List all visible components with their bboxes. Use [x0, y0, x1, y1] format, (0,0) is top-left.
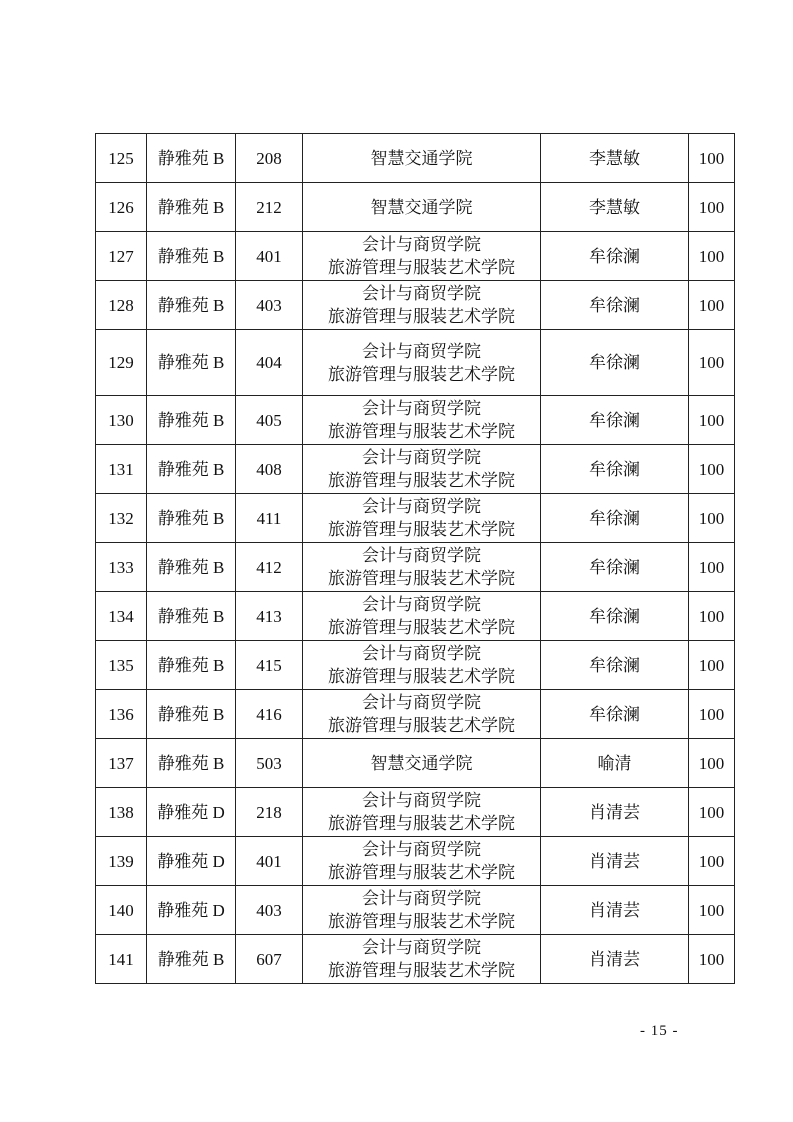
- college-cell: [303, 281, 541, 330]
- college-name: 旅游管理与服装艺术学院: [328, 814, 515, 833]
- college-name: 会计与商贸学院: [362, 546, 481, 565]
- table-row: [96, 445, 735, 494]
- teacher-cell: 肖清芸: [541, 935, 689, 984]
- college-name: 旅游管理与服装艺术学院: [328, 422, 515, 441]
- college-name: 会计与商贸学院: [362, 889, 481, 908]
- college-name: 旅游管理与服装艺术学院: [328, 520, 515, 539]
- table-row: [96, 592, 735, 641]
- college-name: 旅游管理与服装艺术学院: [328, 618, 515, 637]
- college-name: 会计与商贸学院: [362, 284, 481, 303]
- room-number-cell: 403: [236, 886, 303, 935]
- building-cell: 静雅苑 B: [147, 935, 236, 984]
- row-number-cell: 129: [96, 330, 147, 396]
- building-cell: 静雅苑 B: [147, 494, 236, 543]
- row-number-cell: 133: [96, 543, 147, 592]
- building-cell: 静雅苑 B: [147, 543, 236, 592]
- college-name: 会计与商贸学院: [362, 235, 481, 254]
- page-number: - 15 -: [640, 1023, 679, 1039]
- score-cell: 100: [689, 330, 735, 396]
- college-name: 会计与商贸学院: [362, 644, 481, 663]
- college-cell: [303, 690, 541, 739]
- teacher-cell: 牟徐澜: [541, 396, 689, 445]
- table-row: [96, 739, 735, 788]
- row-number-cell: 125: [96, 134, 147, 183]
- building-cell: 静雅苑 B: [147, 396, 236, 445]
- room-number-cell: 415: [236, 641, 303, 690]
- room-number-cell: 403: [236, 281, 303, 330]
- room-number-cell: 404: [236, 330, 303, 396]
- college-name: 旅游管理与服装艺术学院: [328, 569, 515, 588]
- college-cell: [303, 445, 541, 494]
- room-number-cell: 208: [236, 134, 303, 183]
- score-cell: 100: [689, 134, 735, 183]
- teacher-cell: 牟徐澜: [541, 494, 689, 543]
- college-cell: [303, 837, 541, 886]
- college-cell: [303, 232, 541, 281]
- row-number-cell: 130: [96, 396, 147, 445]
- building-cell: 静雅苑 B: [147, 592, 236, 641]
- building-cell: 静雅苑 D: [147, 837, 236, 886]
- score-cell: 100: [689, 281, 735, 330]
- college-cell: [303, 739, 541, 788]
- college-name: 会计与商贸学院: [362, 497, 481, 516]
- college-cell: [303, 886, 541, 935]
- table-row: [96, 330, 735, 396]
- table-row: [96, 837, 735, 886]
- row-number-cell: 127: [96, 232, 147, 281]
- score-cell: 100: [689, 739, 735, 788]
- teacher-cell: 喻清: [541, 739, 689, 788]
- college-name: 会计与商贸学院: [362, 341, 481, 361]
- teacher-cell: 肖清芸: [541, 886, 689, 935]
- college-name: 旅游管理与服装艺术学院: [328, 912, 515, 931]
- teacher-cell: 牟徐澜: [541, 592, 689, 641]
- table-row: [96, 183, 735, 232]
- score-cell: 100: [689, 641, 735, 690]
- college-name: 智慧交通学院: [370, 753, 473, 773]
- college-name: 旅游管理与服装艺术学院: [328, 863, 515, 882]
- teacher-cell: 李慧敏: [541, 134, 689, 183]
- building-cell: 静雅苑 B: [147, 330, 236, 396]
- room-number-cell: 401: [236, 837, 303, 886]
- college-name: 会计与商贸学院: [362, 938, 481, 957]
- college-name: 会计与商贸学院: [362, 595, 481, 614]
- score-cell: 100: [689, 837, 735, 886]
- room-number-cell: 408: [236, 445, 303, 494]
- table-row: [96, 494, 735, 543]
- building-cell: 静雅苑 B: [147, 281, 236, 330]
- score-cell: 100: [689, 232, 735, 281]
- room-number-cell: 412: [236, 543, 303, 592]
- college-name: 智慧交通学院: [370, 148, 473, 168]
- college-cell: [303, 494, 541, 543]
- room-number-cell: 405: [236, 396, 303, 445]
- building-cell: 静雅苑 B: [147, 183, 236, 232]
- room-number-cell: 413: [236, 592, 303, 641]
- row-number-cell: 141: [96, 935, 147, 984]
- row-number-cell: 140: [96, 886, 147, 935]
- college-name: 会计与商贸学院: [362, 693, 481, 712]
- score-cell: 100: [689, 494, 735, 543]
- table-row: [96, 641, 735, 690]
- room-number-cell: 607: [236, 935, 303, 984]
- teacher-cell: 牟徐澜: [541, 330, 689, 396]
- table-body: [96, 134, 735, 984]
- building-cell: 静雅苑 B: [147, 690, 236, 739]
- college-name: 旅游管理与服装艺术学院: [328, 258, 515, 277]
- college-name: 会计与商贸学院: [362, 840, 481, 859]
- table-row: [96, 788, 735, 837]
- table-row: [96, 396, 735, 445]
- room-number-cell: 416: [236, 690, 303, 739]
- college-name: 旅游管理与服装艺术学院: [328, 667, 515, 686]
- building-cell: 静雅苑 B: [147, 232, 236, 281]
- teacher-cell: 肖清芸: [541, 788, 689, 837]
- college-cell: [303, 396, 541, 445]
- row-number-cell: 131: [96, 445, 147, 494]
- room-number-cell: 503: [236, 739, 303, 788]
- room-number-cell: 401: [236, 232, 303, 281]
- row-number-cell: 138: [96, 788, 147, 837]
- college-cell: [303, 641, 541, 690]
- room-number-cell: 218: [236, 788, 303, 837]
- row-number-cell: 137: [96, 739, 147, 788]
- score-cell: 100: [689, 690, 735, 739]
- table-row: [96, 886, 735, 935]
- building-cell: 静雅苑 D: [147, 886, 236, 935]
- row-number-cell: 134: [96, 592, 147, 641]
- building-cell: 静雅苑 B: [147, 134, 236, 183]
- room-number-cell: 411: [236, 494, 303, 543]
- college-name: 旅游管理与服装艺术学院: [328, 364, 515, 384]
- row-number-cell: 132: [96, 494, 147, 543]
- score-cell: 100: [689, 183, 735, 232]
- score-cell: 100: [689, 543, 735, 592]
- teacher-cell: 牟徐澜: [541, 232, 689, 281]
- table-row: [96, 935, 735, 984]
- college-name: 旅游管理与服装艺术学院: [328, 961, 515, 980]
- table-row: [96, 281, 735, 330]
- teacher-cell: 牟徐澜: [541, 641, 689, 690]
- college-name: 旅游管理与服装艺术学院: [328, 716, 515, 735]
- building-cell: 静雅苑 D: [147, 788, 236, 837]
- teacher-cell: 李慧敏: [541, 183, 689, 232]
- building-cell: 静雅苑 B: [147, 641, 236, 690]
- room-number-cell: 212: [236, 183, 303, 232]
- college-cell: [303, 543, 541, 592]
- score-cell: 100: [689, 445, 735, 494]
- college-cell: [303, 183, 541, 232]
- teacher-cell: 牟徐澜: [541, 445, 689, 494]
- college-cell: [303, 134, 541, 183]
- table-row: [96, 232, 735, 281]
- table-row: [96, 690, 735, 739]
- row-number-cell: 135: [96, 641, 147, 690]
- table-row: [96, 543, 735, 592]
- college-cell: [303, 788, 541, 837]
- college-name: 会计与商贸学院: [362, 791, 481, 810]
- college-name: 旅游管理与服装艺术学院: [328, 471, 515, 490]
- teacher-cell: 牟徐澜: [541, 281, 689, 330]
- score-cell: 100: [689, 592, 735, 641]
- college-cell: [303, 592, 541, 641]
- score-cell: 100: [689, 788, 735, 837]
- teacher-cell: 牟徐澜: [541, 690, 689, 739]
- teacher-cell: 肖清芸: [541, 837, 689, 886]
- table-row: [96, 134, 735, 183]
- building-cell: 静雅苑 B: [147, 739, 236, 788]
- college-name: 会计与商贸学院: [362, 399, 481, 418]
- college-cell: [303, 330, 541, 396]
- row-number-cell: 136: [96, 690, 147, 739]
- building-cell: 静雅苑 B: [147, 445, 236, 494]
- row-number-cell: 126: [96, 183, 147, 232]
- college-name: 智慧交通学院: [370, 197, 473, 217]
- score-cell: 100: [689, 935, 735, 984]
- dormitory-score-table: [95, 133, 735, 984]
- score-cell: 100: [689, 886, 735, 935]
- teacher-cell: 牟徐澜: [541, 543, 689, 592]
- row-number-cell: 139: [96, 837, 147, 886]
- score-cell: 100: [689, 396, 735, 445]
- college-name: 会计与商贸学院: [362, 448, 481, 467]
- college-name: 旅游管理与服装艺术学院: [328, 307, 515, 326]
- row-number-cell: 128: [96, 281, 147, 330]
- college-cell: [303, 935, 541, 984]
